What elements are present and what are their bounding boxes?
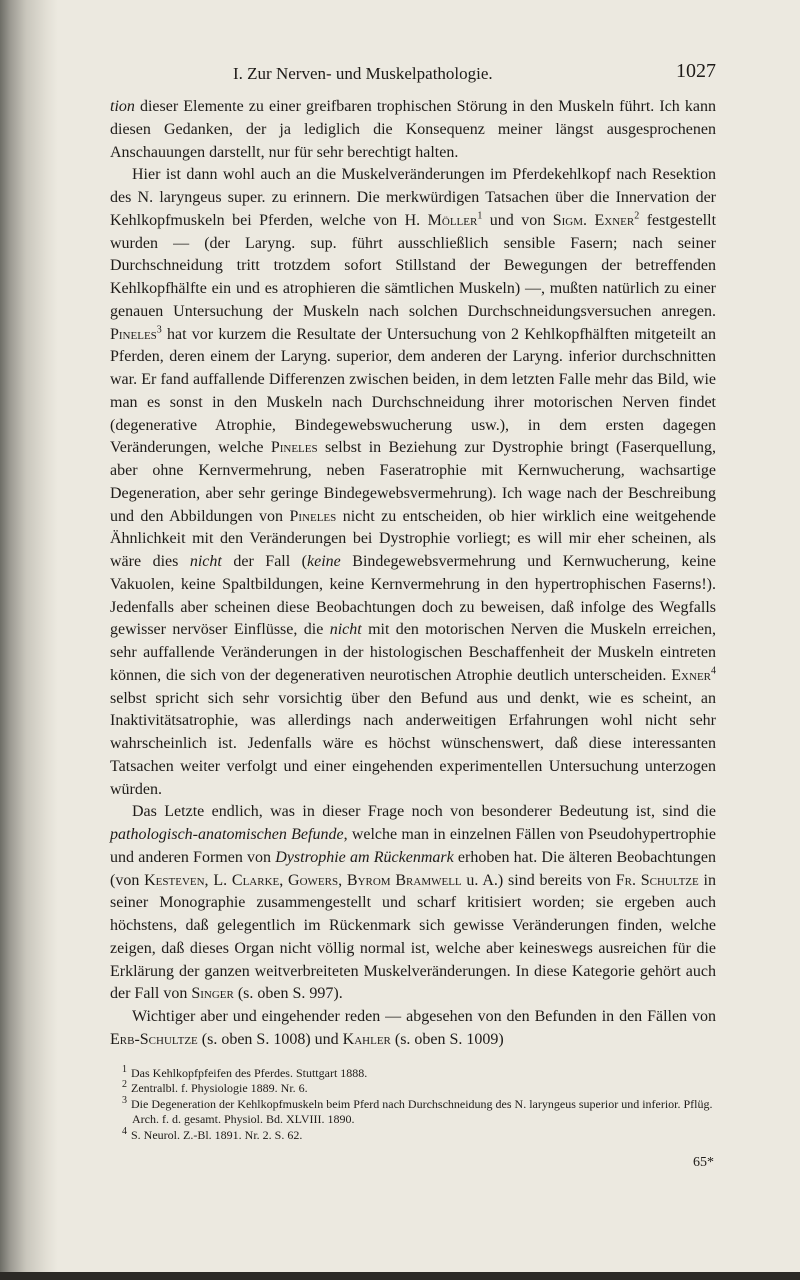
- footnote-text: Die Degeneration der Kehlkopfmuskeln beim Pferd nach Durchschneidung des N. laryngeus superior und inferior. Pflüg. Arch. f. d. gesamt. Physiol. Bd. XLVIII. 1890.: [131, 1096, 713, 1127]
- text-run: nicht zu entscheiden, ob hier wirklich eine weitgehende Ähnlichkeit mit den Veränderungen bei Dystrophie vorliegt; es will mir eher scheinen, als wäre dies: [110, 507, 717, 570]
- text-run: der Fall (: [221, 553, 308, 570]
- text-run: Wichtiger aber und eingehender reden — abgesehen von den Befunden in den Fällen von: [132, 1008, 716, 1025]
- author-name: Sigm. Exner: [552, 211, 635, 229]
- footnote-number: 4: [122, 1125, 127, 1137]
- paragraph: [110, 1006, 716, 1052]
- text-run: dieser Elemente zu einer greifbaren trophischen Störung in den Muskeln führt. Ich kann diesen Gedanken, der ja lediglich die Konsequenz meiner längst ausgesprochenen Anschauungen darstellt, nur für sehr berechtigt halten.: [110, 98, 716, 161]
- text-run: hat vor kurzem die Resultate der Untersuchung von 2 Kehlkopfhälften mitgeteilt an Pferden, deren einem der Laryng. superior, dem anderen der Laryng. inferior durchschnitten war. Er fand auffallende Differenzen zwischen beiden, in dem letzten Falle mehr das Bild, wie man es sonst in den Muskeln nach Durchschneidung ihrer motorischen Nerven findet (degenerative Atrophie, Bindegewebswucherung usw.), in dem ersten dagegen Veränderungen, welche: [110, 325, 716, 457]
- text-run: u. A.) sind bereits von: [461, 871, 616, 889]
- text-run: in seiner Monographie zusammengestellt und scharf kritisiert worden; sie ergeben auch höchstens, daß gelegentlich im Rückenmark sich gewisse Veränderungen finden, welche zeigen, daß dieses Organ nicht völlig normal ist, welche aber keineswegs ausreichen für die Erklärung der ganzen weitverbreiteten Muskelveränderungen. In diese Kategorie gehört auch der Fall von: [110, 871, 716, 1003]
- italic-word: nicht: [189, 553, 222, 570]
- text-run: Das Letzte endlich, was in dieser Frage noch von besonderer Bedeutung ist, sind die: [132, 803, 716, 821]
- italic-phrase: Dystrophie am Rückenmark: [275, 848, 454, 866]
- author-name: Exner: [671, 666, 711, 684]
- text-run: selbst spricht sich sehr vorsichtig über den Befund aus und denkt, wie es scheint, an Inaktivitätsatrophie, was allerdings nach anderweitigen Erfahrungen wohl nicht sehr wahrscheinlich ist. Jedenfalls wäre es höchst wünschenswert, daß diese interessanten Tatsachen weiter verfolgt und einer eingehenden experimentellen Untersuchung unterzogen würden.: [110, 689, 716, 798]
- footnote: [122, 1079, 716, 1097]
- page-number: 1027: [676, 60, 716, 82]
- signature-mark: 65*: [693, 1155, 714, 1171]
- italic-word: keine: [307, 553, 341, 570]
- text-run: selbst in Beziehung zur Dystrophie bringt (Faserquellung, aber ohne Kernvermehrung, neben Faseratrophie mit Kernwucherung, wachsartige Degeneration, aber sehr geringe Bindegewebsvermehrung). Ich wage nach der Beschreibung und den Abbildungen von: [110, 439, 716, 525]
- footnote-text: S. Neurol. Z.-Bl. 1891. Nr. 2. S. 62.: [131, 1127, 303, 1142]
- text-run: Bindegewebsvermehrung und Kernwucherung, keine Vakuolen, keine Spaltbildungen, keine Kernvermehrung in den hypertrophischen Faserns!). Jedenfalls aber scheinen diese Beobachtungen doch zu beweisen, daß infolge des Wegfalls gewisser nervöser Einflüsse, die: [110, 553, 716, 639]
- italic-word: nicht: [329, 621, 362, 639]
- footnotes: [110, 1063, 716, 1144]
- text-run: mit den motorischen Nerven die Muskeln erreichen, sehr auffallende Veränderungen in der histologischen Beschaffenheit der Muskeln eintreten können, die sich von der degenerativen neurotischen Atrophie deutlich unterscheiden.: [110, 621, 717, 684]
- paragraph: [110, 164, 716, 801]
- author-name: Erb-Schultze: [110, 1030, 198, 1048]
- footnote-number: 3: [122, 1094, 127, 1106]
- footnote-ref: 1: [477, 210, 483, 222]
- text-run: und von: [482, 211, 553, 229]
- author-name: Pineles: [289, 507, 337, 525]
- author-name: Pineles: [110, 325, 157, 343]
- author-name: Pineles: [270, 439, 318, 457]
- text-run: Hier ist dann wohl auch an die Muskelveränderungen im Pferdekehlkopf nach Resektion des N. laryngeus super. zu erinnern. Die merkwürdigen Tatsachen über die Innervation der Kehlkopfmuskeln bei Pferden, welche von H.: [110, 166, 716, 229]
- main-text: [110, 96, 716, 1052]
- paragraph: [110, 96, 716, 164]
- italic-word: tion: [110, 98, 135, 115]
- footnote: [122, 1063, 716, 1082]
- footnote: [122, 1094, 716, 1128]
- author-name: Fr. Schultze: [615, 871, 699, 889]
- footnote-ref: 3: [156, 324, 162, 336]
- text-run: (s. oben S. 997).: [233, 985, 343, 1003]
- running-title: I. Zur Nerven- und Muskelpathologie.: [233, 64, 493, 83]
- book-spine-shadow: [0, 0, 58, 1280]
- text-run: festgestellt wurden — (der Laryng. sup. führt ausschließlich sensible Fasern; nach seiner Durchschneidung tritt trotzdem sofort Stillstand der Bewegungen der betreffenden Kehlkopfhälfte ein und es atrophieren die sämtlichen Muskeln) —, mußten natürlich zu einer genauen Untersuchung der Muskeln nach solchen Durchschneidungsversuchen anregen.: [110, 211, 717, 320]
- page-header: [110, 60, 716, 96]
- text-run: (s. oben S. 1008) und: [197, 1030, 343, 1048]
- author-names: Kesteven, L. Clarke, Gowers, Byrom Bramwell: [144, 871, 462, 889]
- text-run: , welche man in einzelnen Fällen von Pseudohypertrophie und anderen Formen von: [110, 826, 716, 866]
- page-bottom-edge: [0, 1272, 800, 1280]
- footnote-ref: 2: [634, 210, 640, 222]
- footnote-number: 2: [122, 1079, 127, 1091]
- text-run: (s. oben S. 1009): [390, 1030, 504, 1048]
- italic-phrase: pathologisch-anatomischen Befunde: [110, 826, 344, 843]
- footnote-number: 1: [122, 1063, 127, 1075]
- footnote-text: Das Kehlkopfpfeifen des Pferdes. Stuttgart 1888.: [131, 1065, 368, 1080]
- author-name: Möller: [427, 211, 478, 229]
- author-name: Singer: [191, 985, 234, 1003]
- footnote: [122, 1125, 716, 1144]
- footnote-ref: 4: [711, 665, 716, 677]
- paragraph: [110, 801, 716, 1006]
- text-run: erhoben hat. Die älteren Beobachtungen (von: [110, 848, 717, 889]
- author-name: Kahler: [342, 1030, 391, 1048]
- footnote-text: Zentralbl. f. Physiologie 1889. Nr. 6.: [131, 1081, 308, 1096]
- book-page: [110, 60, 716, 1171]
